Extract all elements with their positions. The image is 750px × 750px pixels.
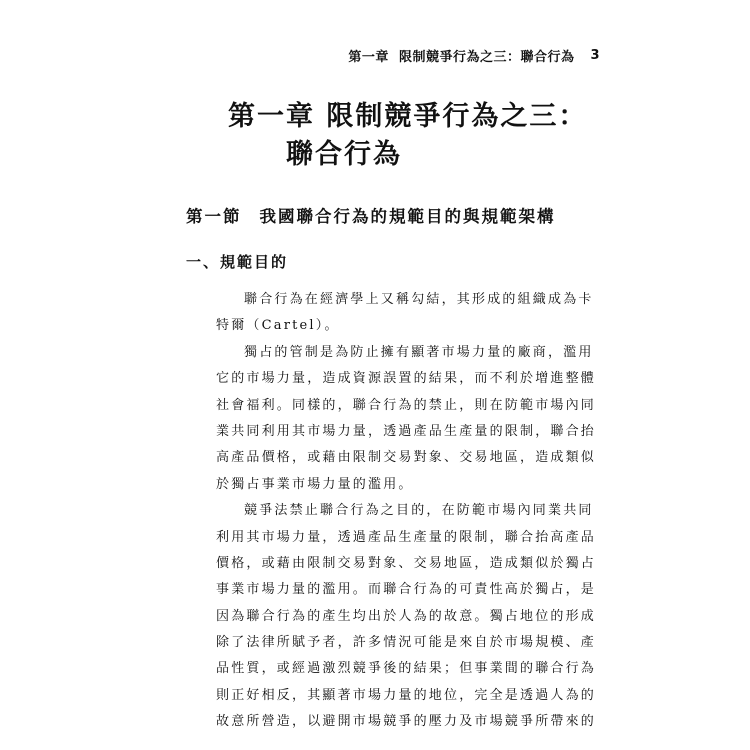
body-line: 除了法律所賦予者，許多情況可能是來自於市場規模、產 bbox=[216, 635, 597, 651]
running-head bbox=[348, 46, 600, 65]
body-line: 故意所營造，以避開市場競爭的壓力及市場競爭所帶來的 bbox=[216, 714, 597, 730]
body-line: 因為聯合行為的產生均出於人為的故意。獨占地位的形成 bbox=[216, 608, 597, 624]
body-line: 獨占的管制是為防止擁有顯著市場力量的廠商，濫用 bbox=[244, 344, 594, 360]
body-line: 聯合行為在經濟學上又稱勾結，其形成的組織成為卡 bbox=[244, 292, 594, 307]
body-line: 於獨占事業市場力量的濫用。 bbox=[216, 476, 414, 492]
body-line: 利用其市場力量，透過產品生產量的限制，聯合抬高產品 bbox=[216, 529, 597, 545]
running-head-chapter: 第一章 bbox=[348, 50, 389, 65]
chapter-title bbox=[228, 98, 588, 174]
section-number: 第一節 bbox=[186, 207, 242, 226]
body-line: 特爾（Cartel）。 bbox=[216, 318, 340, 334]
chapter-title-line1: 第一章 限制競爭行為之三： bbox=[228, 101, 588, 132]
body-line: 價格，或藉由限制交易對象、交易地區，造成類似於獨占 bbox=[216, 555, 597, 571]
body-line: 事業市場力量的濫用。而聯合行為的可責性高於獨占，是 bbox=[216, 582, 597, 598]
chapter-title-line2: 聯合行為 bbox=[286, 139, 402, 170]
running-head-title: 限制競爭行為之三：聯合行為 bbox=[398, 50, 575, 65]
body-line: 品性質，或經過激烈競爭後的結果；但事業間的聯合行為 bbox=[216, 661, 597, 677]
body-line: 社會福利。同樣的，聯合行為的禁止，則在防範市場內同 bbox=[216, 397, 597, 413]
body-text bbox=[216, 287, 597, 736]
body-line: 則正好相反，其顯著市場力量的地位，完全是透過人為的 bbox=[216, 687, 597, 703]
section-heading: 我國聯合行為的規範目的與規範架構 bbox=[259, 207, 556, 226]
section-title bbox=[186, 203, 556, 227]
body-line: 競爭法禁止聯合行為之目的，在防範市場內同業共同 bbox=[244, 503, 594, 519]
page-number: 3 bbox=[590, 48, 600, 63]
subsection-title: 一、規範目的 bbox=[186, 253, 289, 271]
body-line: 它的市場力量，造成資源誤置的結果，而不利於增進整體 bbox=[216, 371, 597, 387]
body-line: 業共同利用其市場力量，透過產品生產量的限制，聯合抬 bbox=[216, 423, 597, 439]
body-line: 高產品價格，或藉由限制交易對象、交易地區，造成類似 bbox=[216, 450, 597, 466]
